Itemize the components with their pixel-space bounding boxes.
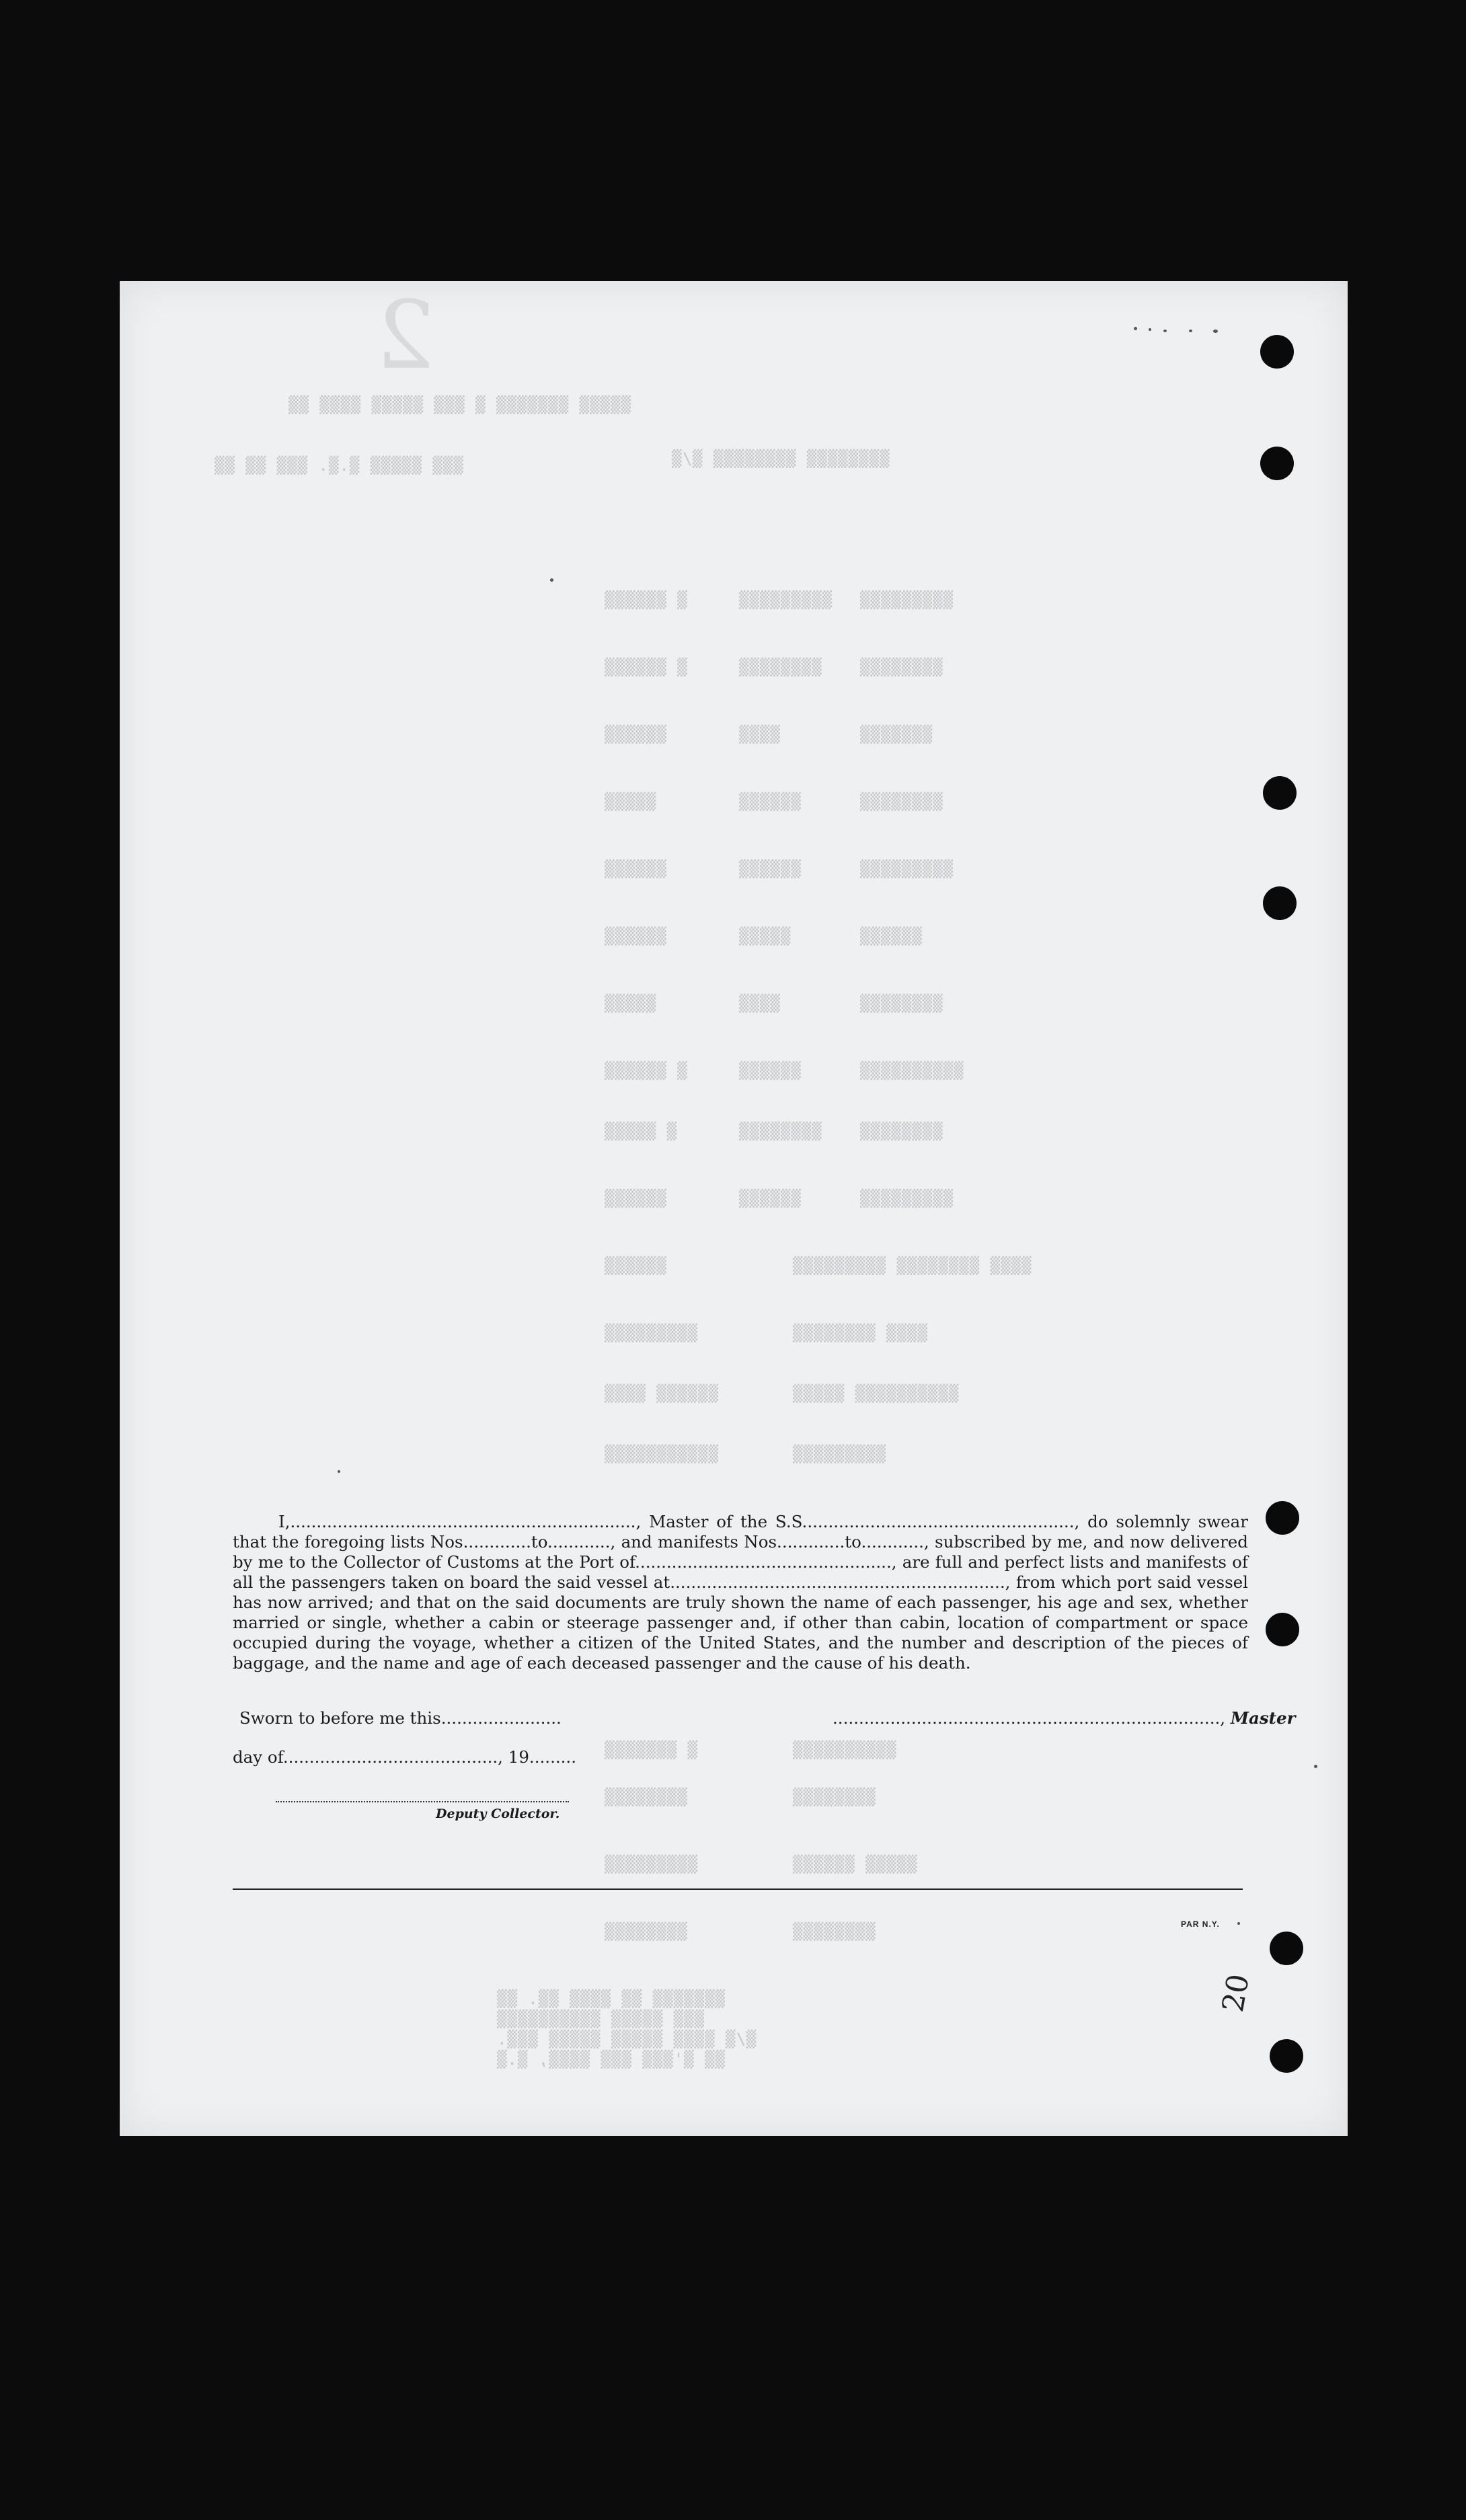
- deputy-collector-label: Deputy Collector.: [436, 1806, 560, 1821]
- speck: [1213, 330, 1218, 333]
- day-of-line: [233, 1747, 576, 1767]
- form-code: PAR N.Y.: [1181, 1919, 1220, 1929]
- punch-hole: [1270, 1932, 1303, 1965]
- master-signature-line: [833, 1708, 1296, 1728]
- handwritten-mark: 20: [1216, 1971, 1256, 2015]
- punch-hole: [1263, 776, 1297, 810]
- master-dots: ..........................................................................,: [833, 1708, 1226, 1728]
- oath-text: I,.................................................................., Master of the S.S...................................................., do solemnly swear that the foregoing lists Nos.............to............, and manifests Nos.............to............, subscribed by me, and now delivered by me to the Collector of Customs at the Port of................................................., are full and perfect lists and manifests of all the passengers taken on board the said vessel at................................................................, from which port said vessel has now arrived; and that on the said documents are truly shown the name of each passenger, his age and sex, whether married or single, whether a cabin or steerage passenger and, if other than cabin, location of compartment or space occupied during the voyage, whether a citizen of the United States, and the number and description of the pieces of baggage, and the name and age of each deceased passenger and the cause of his death.: [233, 1512, 1248, 1673]
- manifest-page: 2 ▒▒▒▒▒ ▒▒▒▒▒▒▒ ▒ ▒▒▒ ▒▒▒▒▒ ▒▒▒▒ ▒▒ ▒▒▒ ▒▒▒▒▒ ▒.▒. ▒▒▒ ▒▒ ▒▒ ▒▒▒▒▒▒▒▒ ▒▒▒▒▒▒▒▒ ▒/▒ ▒▒▒▒▒▒▒▒▒ ▒▒▒▒▒▒▒▒▒ ▒ ▒▒▒▒▒▒ ▒▒▒▒▒▒▒▒ ▒▒▒▒▒▒▒▒ ▒ ▒▒▒▒▒▒ ▒▒▒▒▒▒▒ ▒▒▒▒ ▒▒▒▒▒▒ ▒▒▒▒▒▒▒▒ ▒▒▒▒▒▒ ▒▒▒▒▒ ▒▒▒▒▒▒▒▒▒ ▒▒▒▒▒▒ ▒▒▒▒▒▒ ▒▒▒▒▒▒ ▒▒▒▒▒ ▒▒▒▒▒▒ ▒▒▒▒▒▒▒▒ ▒▒▒▒ ▒▒▒▒▒ ▒▒▒▒▒▒▒▒▒▒ ▒▒▒▒▒▒ ▒ ▒▒▒▒▒▒ ▒▒▒▒▒▒▒▒ ▒▒▒▒▒▒▒▒ ▒ ▒▒▒▒▒ ▒▒▒▒▒▒▒▒▒ ▒▒▒▒▒▒ ▒▒▒▒▒▒ ▒▒▒▒ ▒▒▒▒▒▒▒▒ ▒▒▒▒▒▒▒▒▒ ▒▒▒▒▒▒ ▒▒▒▒ ▒▒▒▒▒▒▒▒ ▒▒▒▒▒▒▒▒▒ ▒▒▒▒▒▒▒▒▒▒ ▒▒▒▒▒ ▒▒▒▒▒▒ ▒▒▒▒ ▒▒▒▒▒▒▒▒▒ ▒▒▒▒▒▒▒▒▒▒▒ ▒▒▒▒▒▒▒▒▒▒ ▒ ▒▒▒▒▒▒▒ ▒▒▒▒▒▒▒▒ ▒▒▒▒▒▒▒▒ ▒▒▒▒▒ ▒▒▒▒▒▒ ▒▒▒▒▒▒▒▒▒ ▒▒▒▒▒▒▒▒ ▒▒▒▒▒▒▒▒ ▒▒▒▒▒▒▒ ▒▒ ▒▒▒▒ ▒▒. ▒▒ ▒▒▒ ▒▒▒▒▒ ▒▒▒▒▒▒▒▒▒▒ ▒/▒ ▒▒▒▒ ▒▒▒▒▒ ▒▒▒▒▒ ▒▒▒. ▒▒ ▒'▒▒▒ ▒▒▒ ▒▒▒▒, ▒.▒ I,.................................................................., Master of the S.S...................................................., do solemnly swear that the foregoing lists Nos.............to............, and manifests Nos.............to............, subscribed by me, and now delivered by me to the Collector of Customs at the Port of................................................., are full and perfect lists and manifests of all the passengers taken on board the said vessel at................................................................, from which port said vessel has now arrived; and that on the said documents are truly shown the name of each passenger, his age and sex, whether married or single, whether a cabin or steerage passenger and, if other than cabin, location of compartment or space occupied during the voyage, whether a citizen of the United States, and the number and description of the pieces of baggage, and the name and age of each deceased passenger and the cause of his death. Sworn to before me this....................... .........................................................................., Master day of........................................., 19......... Deputy Collector. PAR N.Y. 20: [120, 281, 1348, 2136]
- speck: [1314, 1765, 1317, 1768]
- deputy-signature-line: [276, 1801, 569, 1802]
- punch-hole: [1260, 335, 1294, 369]
- punch-hole: [1270, 2039, 1303, 2073]
- punch-hole: [1266, 1613, 1299, 1646]
- speck: [1189, 330, 1192, 332]
- speck: [1237, 1922, 1240, 1925]
- speck: [1163, 330, 1167, 332]
- speck: [1149, 328, 1151, 331]
- speck: [550, 578, 553, 582]
- day-of-text: day of........................................., 19.........: [233, 1747, 577, 1767]
- sworn-text: Sworn to before me this.......................: [239, 1708, 562, 1728]
- oath-paragraph: [233, 1512, 1248, 1673]
- horizontal-rule: [233, 1888, 1243, 1890]
- sworn-line: [239, 1708, 562, 1728]
- punch-hole: [1263, 886, 1297, 920]
- punch-hole: [1266, 1501, 1299, 1535]
- master-label: Master: [1230, 1708, 1296, 1728]
- speck: [1134, 327, 1137, 330]
- punch-hole: [1260, 447, 1294, 480]
- speck: [338, 1470, 340, 1473]
